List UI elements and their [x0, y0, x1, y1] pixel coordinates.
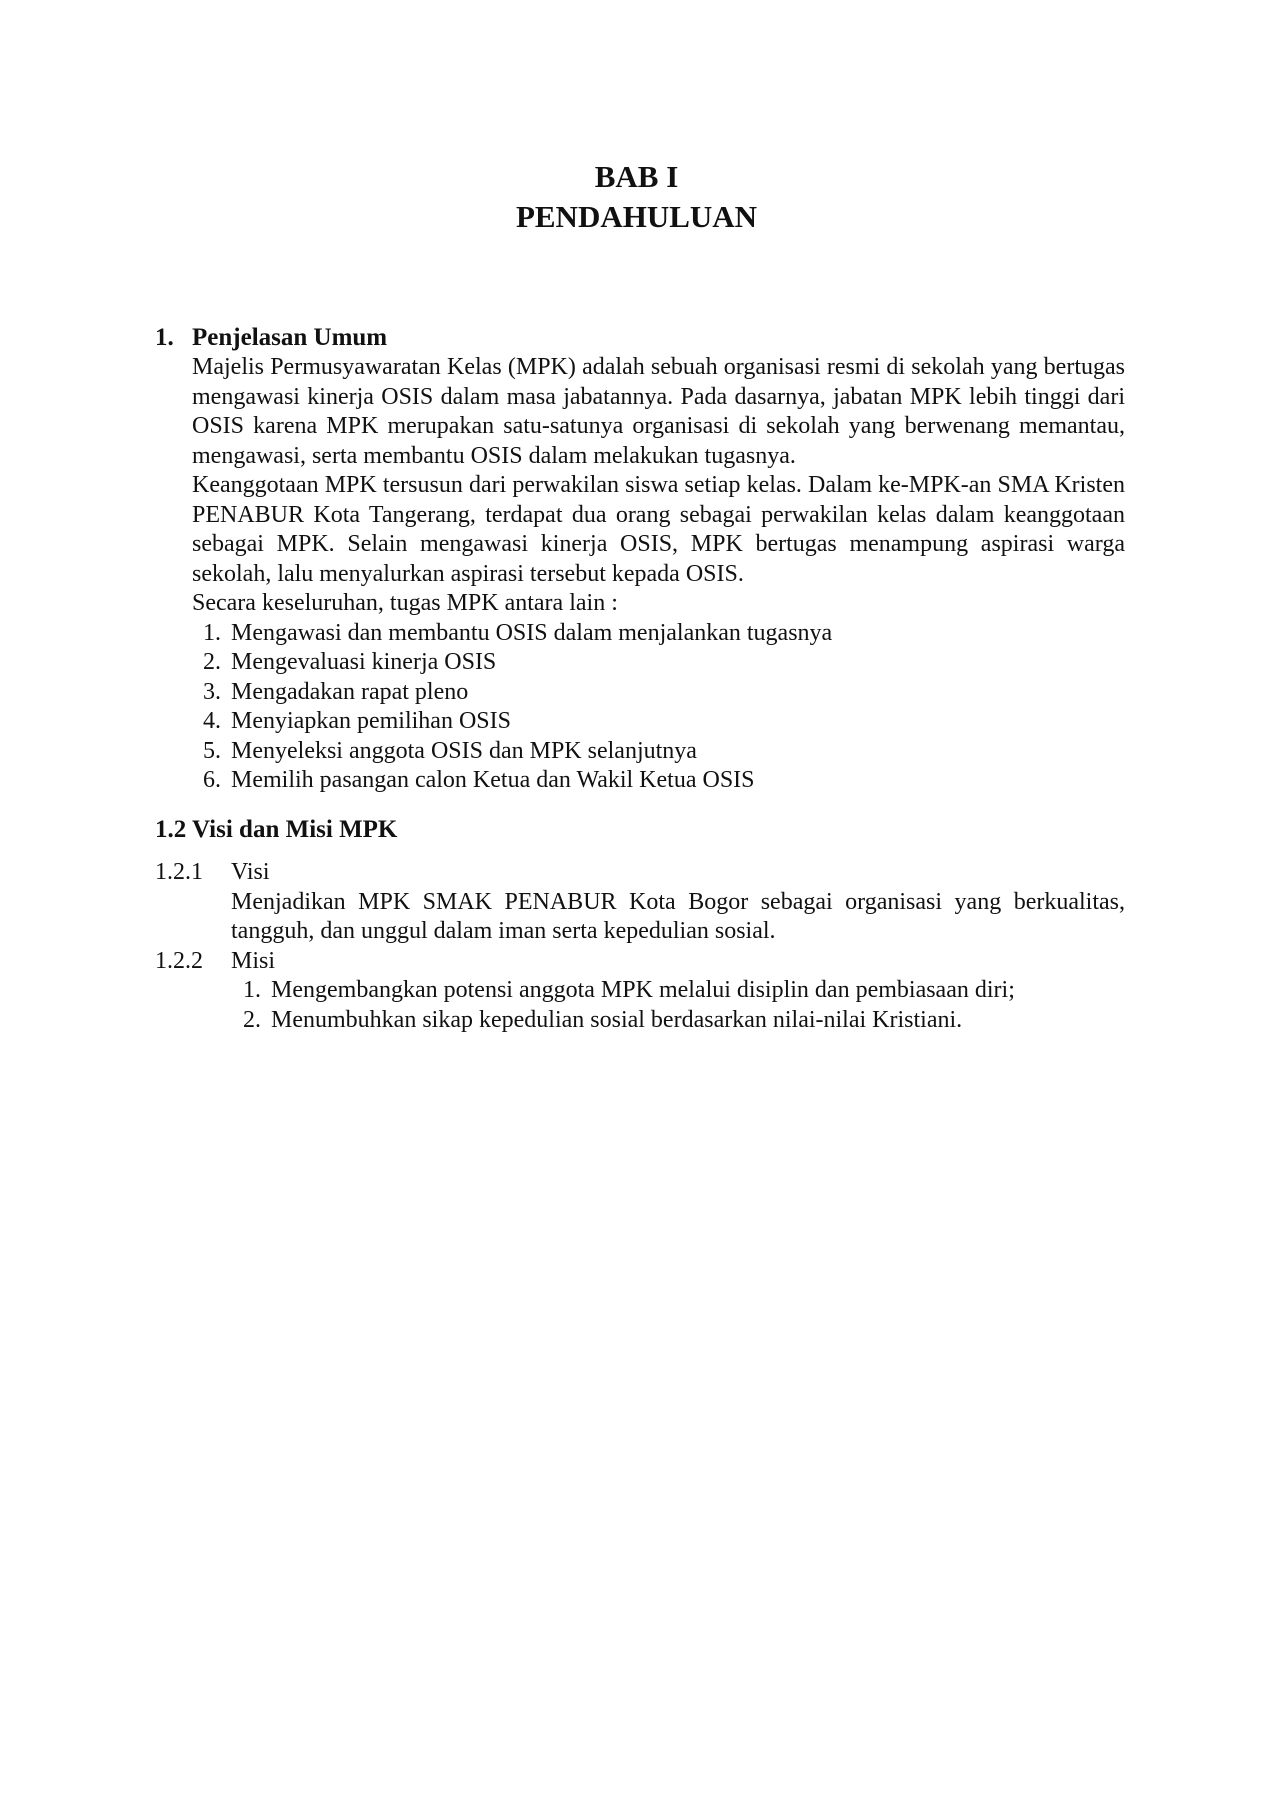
section-penjelasan-umum — [155, 323, 1125, 796]
list-item-text: Mengembangkan potensi anggota MPK melalui disiplin dan pembiasaan diri; — [271, 977, 1015, 1003]
subsection-number: 1.2.1 — [155, 859, 203, 885]
list-item-text: Memilih pasangan calon Ketua dan Wakil Ketua OSIS — [231, 767, 755, 793]
section-heading-text: Penjelasan Umum — [192, 324, 388, 351]
list-item-number: 4. — [203, 708, 221, 734]
visi-text: Menjadikan MPK SMAK PENABUR Kota Bogor sebagai organisasi yang berkualitas, tangguh, dan unggul dalam iman serta kepedulian sosial. — [231, 888, 1125, 944]
subsection-content — [231, 947, 1125, 1036]
section-number: 1. — [155, 324, 174, 351]
list-item — [191, 737, 1125, 767]
subsection-content — [231, 858, 1125, 947]
section-visi-misi — [155, 815, 1125, 1035]
task-list — [191, 619, 1125, 796]
paragraph-definition: Majelis Permusyawaratan Kelas (MPK) adalah sebuah organisasi resmi di sekolah yang bertugas mengawasi kinerja OSIS dalam masa jabatannya. Pada dasarnya, jabatan MPK lebih tinggi dari OSIS karena MPK merupakan satu-satunya organisasi di sekolah yang berwenang memantau, mengawasi, serta membantu OSIS dalam melakukan tugasnya. — [192, 354, 1125, 469]
list-item — [231, 976, 1125, 1006]
list-item — [191, 678, 1125, 708]
subsection-misi — [155, 947, 1125, 1036]
list-item-number: 6. — [203, 767, 221, 793]
list-item-number: 5. — [203, 737, 221, 764]
subsection-number: 1.2.2 — [155, 947, 203, 974]
list-item-text: Mengadakan rapat pleno — [231, 678, 469, 705]
subsection-label: Misi — [231, 947, 276, 974]
list-item — [191, 707, 1125, 737]
list-item-text: Menyeleksi anggota OSIS dan MPK selanjutnya — [231, 737, 697, 764]
list-item-number: 3. — [203, 678, 221, 705]
misi-list — [231, 976, 1125, 1035]
list-item-text: Mengawasi dan membantu OSIS dalam menjalankan tugasnya — [231, 619, 833, 646]
list-item-number: 1. — [243, 977, 261, 1003]
chapter-title: PENDAHULUAN — [515, 199, 758, 234]
list-item-text: Menyiapkan pemilihan OSIS — [231, 708, 511, 734]
section-heading — [155, 323, 1125, 353]
paragraph-membership: Keanggotaan MPK tersusun dari perwakilan siswa setiap kelas. Dalam ke-MPK-an SMA Kristen PENABUR Kota Tangerang, terdapat dua orang sebagai perwakilan kelas dalam keanggotaan sebagai MPK. Selain mengawasi kinerja OSIS, MPK bertugas menampung aspirasi warga sekolah, lalu menyalurkan aspirasi tersebut kepada OSIS. — [192, 472, 1125, 587]
section-heading: 1.2 Visi dan Misi MPK — [155, 816, 398, 843]
list-item-number: 1. — [203, 619, 221, 646]
list-item-text: Mengevaluasi kinerja OSIS — [231, 649, 497, 675]
list-item-number: 2. — [203, 649, 221, 675]
list-item — [191, 648, 1125, 678]
chapter-number: BAB I — [594, 159, 679, 194]
list-item-text: Menumbuhkan sikap kepedulian sosial berdasarkan nilai-nilai Kristiani. — [271, 1006, 963, 1033]
list-item-number: 2. — [243, 1006, 261, 1033]
subsection-label: Visi — [231, 859, 270, 885]
paragraph-tasks-intro: Secara keseluruhan, tugas MPK antara lain : — [192, 590, 618, 616]
list-item — [191, 766, 1125, 796]
section-body — [192, 353, 1125, 619]
subsection-visi — [155, 858, 1125, 947]
list-item — [231, 1006, 1125, 1036]
list-item — [191, 619, 1125, 649]
